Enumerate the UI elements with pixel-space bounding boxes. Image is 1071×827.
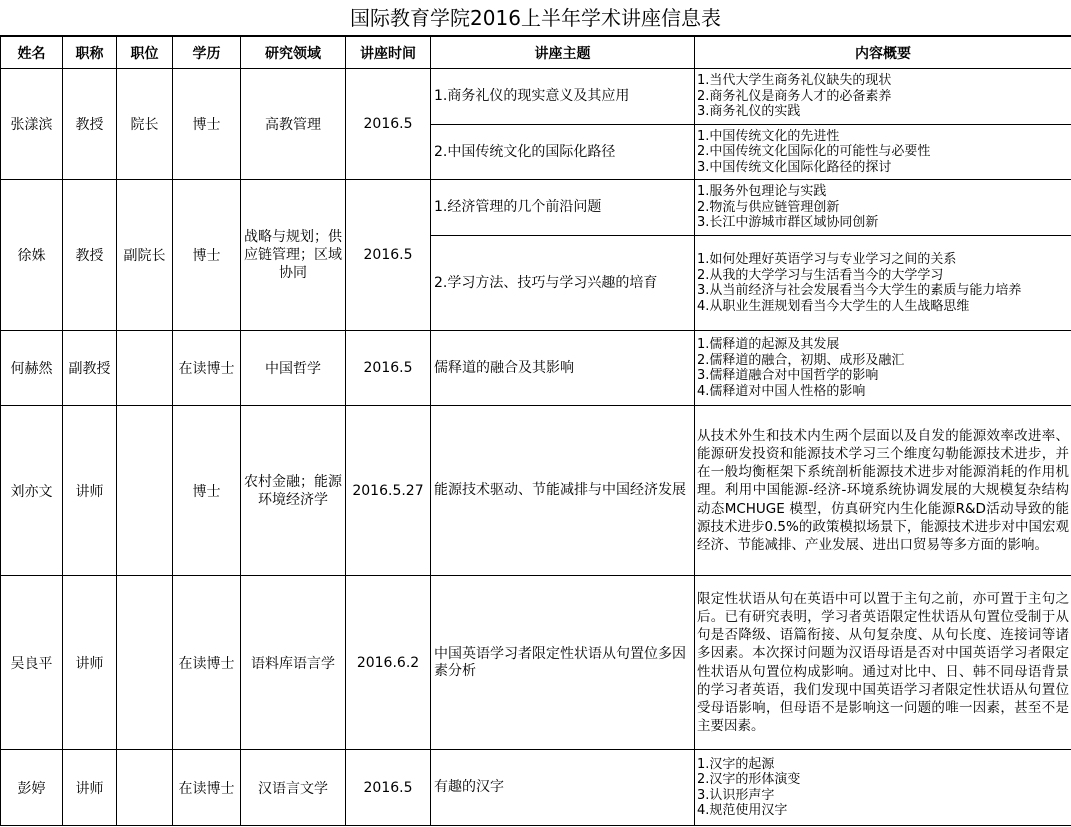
header-row xyxy=(1,37,1071,69)
degree-cell[interactable]: 博士 xyxy=(173,180,241,331)
topic-cell[interactable]: 有趣的汉字 xyxy=(431,750,695,826)
name-cell[interactable]: 彭婷 xyxy=(1,750,63,826)
table-row xyxy=(1,576,1071,750)
field-cell[interactable]: 农村金融；能源环境经济学 xyxy=(241,406,346,576)
sheet-title: 国际教育学院2016上半年学术讲座信息表 xyxy=(0,0,1071,36)
field-cell[interactable]: 汉语言文学 xyxy=(241,750,346,826)
time-cell[interactable]: 2016.5.27 xyxy=(346,406,431,576)
table-row xyxy=(1,180,1071,236)
summary-item: 2.商务礼仪是商务人才的必备素养 xyxy=(697,88,892,104)
rank-cell[interactable]: 副教授 xyxy=(63,331,117,406)
field-cell[interactable]: 语料库语言学 xyxy=(241,576,346,750)
header-topic[interactable]: 讲座主题 xyxy=(431,37,695,69)
summary-item: 2.物流与供应链管理创新 xyxy=(697,199,840,215)
topic-cell[interactable]: 中国英语学习者限定性状语从句置位多因素分析 xyxy=(431,576,695,750)
position-cell[interactable] xyxy=(117,576,173,750)
summary-cell[interactable] xyxy=(695,125,1071,180)
header-position[interactable]: 职位 xyxy=(117,37,173,69)
field-cell[interactable]: 高教管理 xyxy=(241,69,346,180)
time-cell[interactable]: 2016.5 xyxy=(346,331,431,406)
table-row xyxy=(1,331,1071,406)
summary-item: 2.中国传统文化国际化的可能性与必要性 xyxy=(697,144,931,160)
position-cell[interactable] xyxy=(117,406,173,576)
time-cell[interactable]: 2016.5 xyxy=(346,750,431,826)
time-cell[interactable]: 2016.6.2 xyxy=(346,576,431,750)
summary-item: 1.儒释道的起源及其发展 xyxy=(697,337,840,352)
topic-cell[interactable]: 1.商务礼仪的现实意义及其应用 xyxy=(431,69,695,125)
summary-item: 2.从我的大学学习与生活看当今的大学学习 xyxy=(697,267,944,283)
degree-cell[interactable]: 博士 xyxy=(173,69,241,180)
summary-item: 3.认识形声字 xyxy=(697,787,775,803)
summary-cell[interactable] xyxy=(695,236,1071,331)
header-rank[interactable]: 职称 xyxy=(63,37,117,69)
summary-item: 3.商务礼仪的实践 xyxy=(697,104,801,120)
table-row xyxy=(1,750,1071,826)
position-cell[interactable]: 副院长 xyxy=(117,180,173,331)
header-name[interactable]: 姓名 xyxy=(1,37,63,69)
field-cell[interactable]: 战略与规划；供应链管理；区域协同 xyxy=(241,180,346,331)
time-cell[interactable]: 2016.5 xyxy=(346,180,431,331)
summary-item: 1.当代大学生商务礼仪缺失的现状 xyxy=(697,73,892,89)
summary-item: 3.儒释道融合对中国哲学的影响 xyxy=(697,368,879,383)
degree-cell[interactable]: 博士 xyxy=(173,406,241,576)
header-degree[interactable]: 学历 xyxy=(173,37,241,69)
topic-cell[interactable]: 2.学习方法、技巧与学习兴趣的培育 xyxy=(431,236,695,331)
name-cell[interactable]: 何赫然 xyxy=(1,331,63,406)
degree-cell[interactable]: 在读博士 xyxy=(173,576,241,750)
rank-cell[interactable]: 讲师 xyxy=(63,406,117,576)
summary-item: 1.服务外包理论与实践 xyxy=(697,184,827,200)
summary-item: 4.儒释道对中国人性格的影响 xyxy=(697,383,866,399)
summary-item: 2.汉字的形体演变 xyxy=(697,772,801,787)
summary-item: 1.如何处理好英语学习与专业学习之间的关系 xyxy=(697,252,957,267)
position-cell[interactable] xyxy=(117,750,173,826)
summary-cell[interactable] xyxy=(695,331,1071,406)
table-row xyxy=(1,406,1071,576)
header-time[interactable]: 讲座时间 xyxy=(346,37,431,69)
table-row xyxy=(1,69,1071,125)
name-cell[interactable]: 张漾滨 xyxy=(1,69,63,180)
degree-cell[interactable]: 在读博士 xyxy=(173,750,241,826)
summary-item: 1.中国传统文化的先进性 xyxy=(697,128,840,144)
lecture-table xyxy=(0,36,1071,826)
header-field[interactable]: 研究领域 xyxy=(241,37,346,69)
summary-item: 4.从职业生涯规划看当今大学生的人生战略思维 xyxy=(697,298,970,314)
summary-cell[interactable]: 限定性状语从句在英语中可以置于主句之前，亦可置于主句之后。已有研究表明，学习者英语限定性状语从句置位受制于从句是否降级、语篇衔接、从句复杂度、从句长度、连接词等诸多因素。本次探讨问题为汉语母语是否对中国英语学习者限定性状语从句置位构成影响。通过对比中、日、韩不同母语背景的学习者英语，我们发现中国英语学习者限定性状语从句置位受母语影响，但母语不是影响这一问题的唯一因素，甚至不是主要因素。 xyxy=(695,576,1071,750)
summary-cell[interactable] xyxy=(695,69,1071,125)
summary-item: 1.汉字的起源 xyxy=(697,756,775,772)
rank-cell[interactable]: 教授 xyxy=(63,180,117,331)
summary-cell[interactable] xyxy=(695,750,1071,826)
rank-cell[interactable]: 讲师 xyxy=(63,576,117,750)
topic-cell[interactable]: 2.中国传统文化的国际化路径 xyxy=(431,125,695,180)
summary-item: 2.儒释道的融合，初期、成形及融汇 xyxy=(697,352,905,368)
name-cell[interactable]: 刘亦文 xyxy=(1,406,63,576)
summary-item: 4.规范使用汉字 xyxy=(697,803,788,818)
position-cell[interactable]: 院长 xyxy=(117,69,173,180)
degree-cell[interactable]: 在读博士 xyxy=(173,331,241,406)
topic-cell[interactable]: 1.经济管理的几个前沿问题 xyxy=(431,180,695,236)
position-cell[interactable] xyxy=(117,331,173,406)
topic-cell[interactable]: 儒释道的融合及其影响 xyxy=(431,331,695,406)
rank-cell[interactable]: 教授 xyxy=(63,69,117,180)
rank-cell[interactable]: 讲师 xyxy=(63,750,117,826)
summary-item: 3.长江中游城市群区域协同创新 xyxy=(697,215,879,231)
field-cell[interactable]: 中国哲学 xyxy=(241,331,346,406)
summary-cell[interactable] xyxy=(695,180,1071,236)
name-cell[interactable]: 吴良平 xyxy=(1,576,63,750)
summary-item: 3.从当前经济与社会发展看当今大学生的素质与能力培养 xyxy=(697,283,1022,298)
topic-cell[interactable]: 能源技术驱动、节能减排与中国经济发展 xyxy=(431,406,695,576)
summary-cell[interactable]: 从技术外生和技术内生两个层面以及自发的能源效率改进率、能源研发投资和能源技术学习三个维度勾勒能源技术进步，并在一般均衡框架下系统剖析能源技术进步对能源消耗的作用机理。利用中国能源-经济-环境系统协调发展的大规模复杂结构动态MCHUGE 模型，仿真研究内生化能源R&D活动导致的能源技术进步0.5%的政策模拟场景下，能源技术进步对中国宏观经济、节能减排、产业发展、进出口贸易等多方面的影响。 xyxy=(695,406,1071,576)
summary-item: 3.中国传统文化国际化路径的探讨 xyxy=(697,159,892,175)
name-cell[interactable]: 徐姝 xyxy=(1,180,63,331)
header-summary[interactable]: 内容概要 xyxy=(695,37,1071,69)
time-cell[interactable]: 2016.5 xyxy=(346,69,431,180)
